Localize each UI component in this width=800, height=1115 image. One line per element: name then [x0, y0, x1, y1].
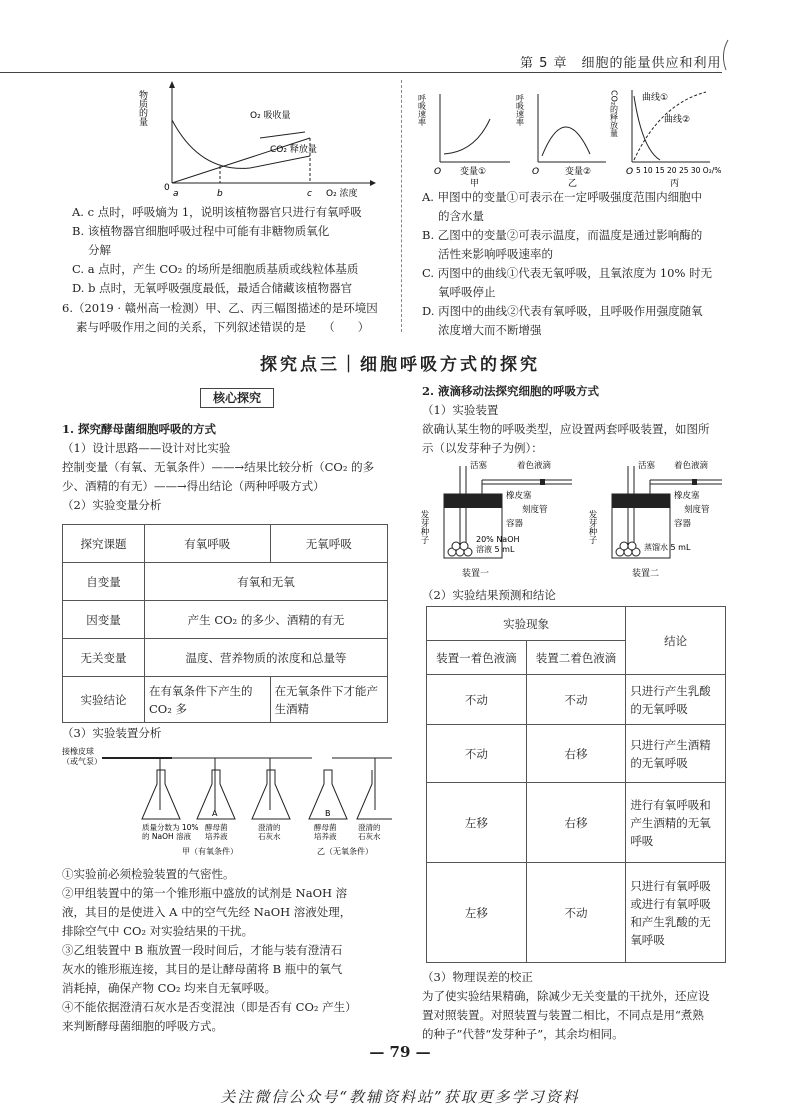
q6-stem: 6.（2019 · 赣州高一检测）甲、乙、丙三幅图描述的是环境因 素与呼吸作用之间的关系，下列叙述错误的是 （ ）: [62, 301, 378, 334]
page-curl-decoration: [718, 38, 732, 72]
svg-text:O: O: [434, 167, 442, 177]
footer-advert: 关注微信公众号“教辅资料站”获取更多学习资料: [220, 1088, 580, 1106]
svg-text:橡皮塞: 橡皮塞: [506, 491, 532, 501]
svg-text:0: 0: [164, 183, 170, 193]
svg-text:澄清的: 澄清的: [258, 823, 281, 832]
graph-xlabel: O₂ 浓度: [326, 189, 358, 199]
svg-text:橡皮塞: 橡皮塞: [674, 491, 700, 501]
svg-text:装置一: 装置一: [462, 569, 490, 579]
svg-text:呼吸速率: 呼吸速率: [515, 94, 525, 126]
svg-text:发芽种子: 发芽种子: [419, 510, 429, 544]
svg-text:乙（无氧条件）: 乙（无氧条件）: [317, 847, 373, 856]
svg-text:的 NaOH 溶液: 的 NaOH 溶液: [142, 832, 192, 841]
svg-text:质量分数为 10%: 质量分数为 10%: [142, 823, 199, 832]
svg-text:刻度管: 刻度管: [522, 505, 548, 515]
svg-text:接橡皮球: 接橡皮球: [62, 747, 94, 756]
svg-text:培养液: 培养液: [314, 832, 337, 841]
svg-text:刻度管: 刻度管: [684, 505, 710, 515]
o2-label: O₂ 吸收量: [250, 111, 291, 121]
q5-options: A. c 点时，呼吸熵为 1，说明该植物器官只进行有氧呼吸 B. 该植物器官细胞呼吸过程中可能有非糖物质氧化 分解 C. a 点时，产生 CO₂ 的场所是细胞质基质或线粒体基质 D. b 点时，无氧呼吸强度最低，最适合储藏该植物器官: [72, 205, 362, 295]
svg-text:曲线②: 曲线②: [664, 115, 691, 125]
svg-text:培养液: 培养液: [205, 832, 228, 841]
svg-text:澄清的: 澄清的: [358, 823, 381, 832]
q6-options: A. 甲图中的变量①可表示在一定呼吸强度范围内细胞中 的含水量 B. 乙图中的变量②可表示温度，而温度是通过影响酶的 活性来影响呼吸速率的 C. 丙图中的曲线①代表无氧呼吸，且氧浓度为 10% 时无 氧呼吸停止 D. 丙图中的曲线②代表有氧呼吸，且呼吸作用强度随氧 浓度增大而不断增强: [422, 190, 713, 337]
svg-text:活塞: 活塞: [470, 461, 488, 471]
prediction-label: （2）实验结果预测和结论: [422, 588, 556, 602]
prediction-table: 实验现象 结论 装置一着色液滴 装置二着色液滴 不动 不动 只进行产生乳酸的无氧呼吸 不动 右移 只进行产生酒精的无氧呼吸 左移 右移 进行有氧呼吸和产生酒精的无氧呼吸 左移 不动 只进行有氧呼吸或进行有氧呼吸和产生乳酸的无氧呼吸: [426, 606, 726, 963]
svg-text:甲（有氧条件）: 甲（有氧条件）: [182, 847, 238, 856]
svg-text:酵母菌: 酵母菌: [314, 823, 337, 832]
error-correction: （3）物理误差的校正 为了使实验结果精确，除减少无关变量的干扰外，还应设 置对照装置。对照装置与装置二相比，不同点是用“煮熟 的种子”代替“发芽种子”，其余均相同。: [422, 970, 710, 1041]
svg-text:石灰水: 石灰水: [258, 832, 281, 841]
svg-text:着色液滴: 着色液滴: [517, 461, 552, 471]
svg-text:5 10 15 20 25 30 O₂/%: 5 10 15 20 25 30 O₂/%: [636, 166, 722, 175]
svg-text:B: B: [325, 809, 331, 818]
svg-text:容器: 容器: [506, 519, 524, 529]
svg-text:a: a: [173, 189, 179, 199]
svg-text:乙: 乙: [568, 179, 578, 189]
graph-ylabel: 物质的量: [137, 90, 147, 126]
co2-extension: [260, 132, 305, 138]
right-column-intro: 2. 液滴移动法探究细胞的呼吸方式 （1）实验装置 欲确认某生物的呼吸类型，应设置两套呼吸装置，如图所 示（以发芽种子为例）：: [422, 384, 710, 455]
chapter-header: 第 5 章 细胞的能量供应和利用: [520, 56, 722, 71]
yeast-apparatus-diagram: [62, 744, 392, 860]
svg-text:甲: 甲: [470, 179, 480, 189]
svg-text:蒸馏水 5 mL: 蒸馏水 5 mL: [644, 543, 691, 552]
svg-text:b: b: [217, 189, 223, 199]
svg-text:CO₂的释放量: CO₂的释放量: [609, 90, 619, 138]
page-number: — 79 —: [369, 1043, 431, 1061]
svg-text:石灰水: 石灰水: [358, 832, 381, 841]
svg-text:变量②: 变量②: [565, 167, 592, 177]
svg-text:着色液滴: 着色液滴: [674, 461, 709, 471]
svg-text:（或气泵）: （或气泵）: [62, 757, 102, 766]
svg-text:20% NaOH: 20% NaOH: [476, 535, 520, 544]
left-column-intro: 1. 探究酵母菌细胞呼吸的方式 （1）设计思路——设计对比实验 控制变量（有氧、无氧条件）——→结果比较分析（CO₂ 的多 少、酒精的有无）——→得出结论（两种呼吸方式） （2）实验变量分析: [62, 422, 375, 512]
column-divider: [401, 80, 402, 332]
svg-text:活塞: 活塞: [638, 461, 656, 471]
svg-text:变量①: 变量①: [460, 167, 487, 177]
droplet-apparatus-diagram: [419, 456, 722, 580]
svg-text:容器: 容器: [674, 519, 692, 529]
core-box-title: 核心探究: [200, 388, 274, 408]
svg-text:酵母菌: 酵母菌: [205, 823, 228, 832]
svg-text:装置二: 装置二: [632, 569, 660, 579]
device-analysis-label: （3）实验装置分析: [62, 726, 162, 740]
header-rule: [0, 72, 722, 73]
svg-text:c: c: [307, 189, 312, 199]
three-graphs: [417, 84, 722, 189]
svg-text:溶液 5 mL: 溶液 5 mL: [476, 545, 515, 554]
yeast-notes: ①实验前必须检验装置的气密性。 ②甲组装置中的第一个锥形瓶中盛放的试剂是 NaOH 溶 液，其目的是使进入 A 中的空气先经 NaOH 溶液处理， 排除空气中 CO₂ 对实验结果的干扰。 ③乙组装置中 B 瓶放置一段时间后，才能与装有澄清石 灰水的锥形瓶连接，其目的是让酵母菌将 B 瓶中的氧气 消耗掉，确保产物 CO₂ 均来自无氧呼吸。 ④不能依据澄清石灰水是否变混浊（即是否有 CO₂ 产生） 来判断酵母菌细胞的呼吸方式。: [62, 867, 357, 1033]
variable-table: 探究课题 有氧呼吸 无氧呼吸 自变量 有氧和无氧 因变量 产生 CO₂ 的多少、酒精的有无 无关变量 温度、营养物质的浓度和总量等 实验结论 在有氧条件下产生的 CO₂ 多 在无氧条件下才能产生酒精: [62, 524, 388, 723]
svg-text:O: O: [626, 167, 634, 177]
svg-text:发芽种子: 发芽种子: [587, 510, 597, 544]
svg-text:A: A: [212, 809, 218, 818]
svg-text:曲线①: 曲线①: [642, 93, 669, 103]
section-title: 探究点三｜细胞呼吸方式的探究: [260, 355, 540, 375]
svg-text:丙: 丙: [670, 179, 680, 189]
co2-label: CO₂ 释放量: [270, 145, 317, 155]
svg-text:O: O: [532, 167, 540, 177]
o2-co2-graph: [137, 78, 380, 200]
svg-text:呼吸速率: 呼吸速率: [417, 94, 427, 126]
